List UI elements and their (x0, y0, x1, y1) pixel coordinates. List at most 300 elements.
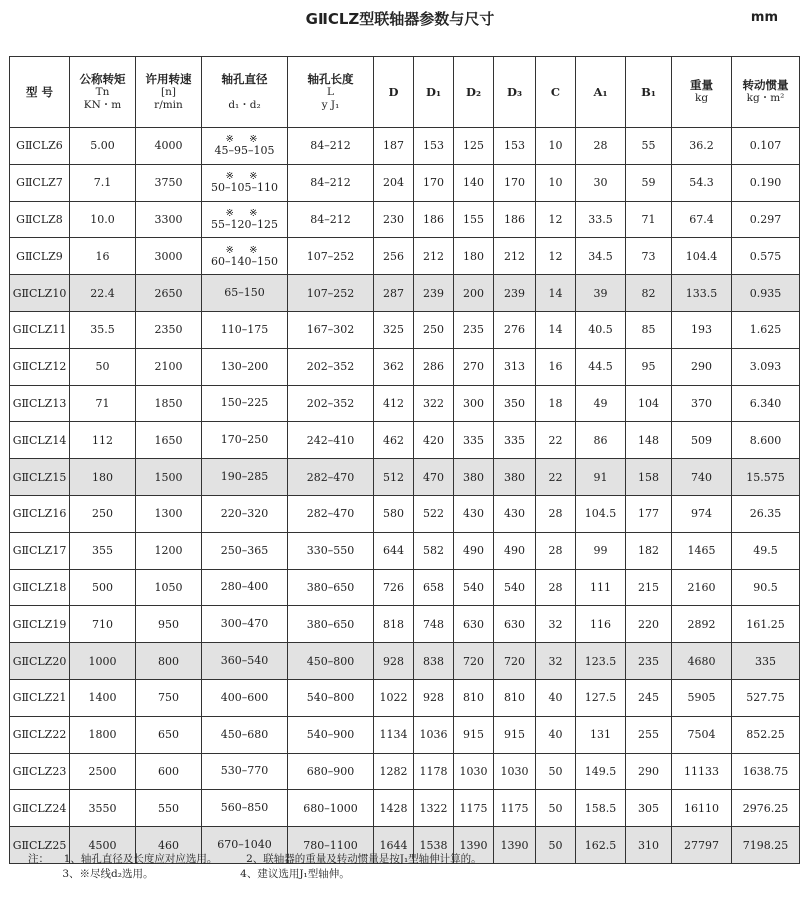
cell-A1: 33.5 (576, 201, 626, 238)
cell-D: 1022 (374, 679, 414, 716)
cell-D1: 928 (414, 679, 454, 716)
cell-inertia: 1.625 (732, 311, 800, 348)
bore-range: 65–150 (224, 286, 265, 300)
cell-torque: 5.00 (70, 128, 136, 165)
cell-A1: 44.5 (576, 348, 626, 385)
cell-A1: 116 (576, 606, 626, 643)
asterisk-mark: ※ ※ (225, 244, 264, 256)
bore-range: 55–120–125 (211, 217, 278, 231)
cell-C: 22 (536, 422, 576, 459)
table-row (10, 201, 800, 238)
footnote-4: 4、建议选用J₁型轴伸。 (240, 868, 350, 880)
header-bore-dia-line (202, 86, 287, 99)
footnote-2: 2、联轴器的重量及转动惯量是按J₁型轴伸计算的。 (246, 853, 482, 865)
table-row (10, 459, 800, 496)
cell-model: GⅡCLZ7 (10, 164, 70, 201)
cell-B1: 73 (626, 238, 672, 275)
cell-C: 50 (536, 790, 576, 827)
cell-D2: 140 (454, 164, 494, 201)
cell-D3: 276 (494, 311, 536, 348)
cell-model: GⅡCLZ17 (10, 532, 70, 569)
cell-D2: 630 (454, 606, 494, 643)
cell-D: 818 (374, 606, 414, 643)
cell-C: 50 (536, 753, 576, 790)
cell-A1: 111 (576, 569, 626, 606)
cell-C: 32 (536, 606, 576, 643)
cell-C: 14 (536, 275, 576, 312)
cell-model: GⅡCLZ16 (10, 495, 70, 532)
cell-A1: 104.5 (576, 495, 626, 532)
cell-A1: 158.5 (576, 790, 626, 827)
cell-D: 204 (374, 164, 414, 201)
cell-model: GⅡCLZ15 (10, 459, 70, 496)
cell-D3: 430 (494, 495, 536, 532)
cell-weight: 54.3 (672, 164, 732, 201)
cell-inertia: 49.5 (732, 532, 800, 569)
cell-C: 40 (536, 679, 576, 716)
cell-D3: 1175 (494, 790, 536, 827)
cell-D: 325 (374, 311, 414, 348)
header-D-line: D (388, 84, 399, 99)
cell-A1: 28 (576, 128, 626, 165)
header-model-line: 型 号 (25, 84, 53, 99)
cell-torque: 112 (70, 422, 136, 459)
cell-inertia: 0.297 (732, 201, 800, 238)
cell-D: 1644 (374, 827, 414, 864)
cell-inertia: 26.35 (732, 495, 800, 532)
cell-model: GⅡCLZ14 (10, 422, 70, 459)
cell-B1: 290 (626, 753, 672, 790)
asterisk-mark: ※ ※ (225, 207, 264, 219)
table-row (10, 606, 800, 643)
cell-speed: 3750 (136, 164, 202, 201)
cell-B1: 220 (626, 606, 672, 643)
asterisk-mark: ※ ※ (225, 171, 264, 183)
bore-range: 60–140–150 (211, 254, 278, 268)
cell-D1: 153 (414, 128, 454, 165)
cell-bore-dia (202, 569, 288, 606)
cell-weight: 740 (672, 459, 732, 496)
cell-C: 12 (536, 201, 576, 238)
table-row (10, 753, 800, 790)
cell-D2: 200 (454, 275, 494, 312)
cell-C: 28 (536, 495, 576, 532)
bore-range: 400–600 (220, 690, 269, 704)
cell-C: 28 (536, 532, 576, 569)
cell-torque: 10.0 (70, 201, 136, 238)
header-B1-line: B₁ (641, 84, 656, 99)
cell-D3: 186 (494, 201, 536, 238)
cell-torque: 50 (70, 348, 136, 385)
cell-C: 10 (536, 164, 576, 201)
cell-torque: 22.4 (70, 275, 136, 312)
cell-speed: 1050 (136, 569, 202, 606)
cell-C: 14 (536, 311, 576, 348)
cell-bore-dia (202, 716, 288, 753)
cell-model: GⅡCLZ18 (10, 569, 70, 606)
table-row (10, 790, 800, 827)
cell-model: GⅡCLZ22 (10, 716, 70, 753)
bore-range: 170–250 (220, 433, 269, 447)
cell-B1: 71 (626, 201, 672, 238)
footnote-3: 3、※尽线d₂选用。 (62, 868, 154, 880)
cell-D3: 490 (494, 532, 536, 569)
cell-B1: 177 (626, 495, 672, 532)
bore-range: 530–770 (220, 764, 269, 778)
cell-speed: 2650 (136, 275, 202, 312)
cell-bore-dia (202, 164, 288, 201)
table-row (10, 532, 800, 569)
bore-range: 670–1040 (217, 838, 272, 852)
cell-D2: 300 (454, 385, 494, 422)
cell-bore-len: 330–550 (288, 532, 374, 569)
bore-range: 220–320 (220, 506, 269, 520)
cell-torque: 710 (70, 606, 136, 643)
cell-D: 580 (374, 495, 414, 532)
cell-torque: 500 (70, 569, 136, 606)
cell-D3: 915 (494, 716, 536, 753)
cell-D2: 180 (454, 238, 494, 275)
cell-D1: 838 (414, 643, 454, 680)
cell-bore-len: 202–352 (288, 348, 374, 385)
header-A1-line: A₁ (593, 84, 608, 99)
cell-D3: 1390 (494, 827, 536, 864)
cell-speed: 1850 (136, 385, 202, 422)
cell-B1: 310 (626, 827, 672, 864)
cell-B1: 158 (626, 459, 672, 496)
header-D2-line: D₂ (465, 84, 481, 99)
header-inertia (732, 57, 800, 128)
header-D3 (494, 57, 536, 128)
cell-B1: 235 (626, 643, 672, 680)
cell-bore-dia (202, 128, 288, 165)
cell-weight: 4680 (672, 643, 732, 680)
cell-speed: 1300 (136, 495, 202, 532)
cell-D: 287 (374, 275, 414, 312)
cell-bore-dia (202, 532, 288, 569)
cell-D1: 582 (414, 532, 454, 569)
cell-D: 412 (374, 385, 414, 422)
cell-torque: 16 (70, 238, 136, 275)
header-torque-line: Tn (95, 85, 110, 98)
header-D2 (454, 57, 494, 128)
header-weight (672, 57, 732, 128)
cell-D: 726 (374, 569, 414, 606)
header-bore-dia-line: d₁・d₂ (228, 98, 261, 111)
bore-range: 150–225 (220, 396, 269, 410)
cell-D1: 420 (414, 422, 454, 459)
cell-bore-len: 282–470 (288, 495, 374, 532)
cell-bore-len: 84–212 (288, 128, 374, 165)
cell-bore-len: 107–252 (288, 275, 374, 312)
table-row (10, 128, 800, 165)
cell-D3: 380 (494, 459, 536, 496)
cell-D1: 250 (414, 311, 454, 348)
cell-bore-dia (202, 311, 288, 348)
cell-bore-len: 680–900 (288, 753, 374, 790)
cell-D: 1134 (374, 716, 414, 753)
cell-inertia: 0.107 (732, 128, 800, 165)
cell-bore-len: 282–470 (288, 459, 374, 496)
cell-torque: 1400 (70, 679, 136, 716)
cell-D1: 470 (414, 459, 454, 496)
cell-D2: 810 (454, 679, 494, 716)
cell-B1: 148 (626, 422, 672, 459)
cell-inertia: 90.5 (732, 569, 800, 606)
header-bore-dia (202, 57, 288, 128)
cell-inertia: 3.093 (732, 348, 800, 385)
cell-D: 462 (374, 422, 414, 459)
cell-bore-len: 380–650 (288, 606, 374, 643)
cell-weight: 5905 (672, 679, 732, 716)
cell-bore-len: 242–410 (288, 422, 374, 459)
cell-B1: 95 (626, 348, 672, 385)
cell-model: GⅡCLZ11 (10, 311, 70, 348)
cell-C: 22 (536, 459, 576, 496)
table-row (10, 348, 800, 385)
header-inertia-line: 转动惯量 (742, 78, 789, 92)
cell-torque: 1800 (70, 716, 136, 753)
cell-B1: 59 (626, 164, 672, 201)
cell-inertia: 8.600 (732, 422, 800, 459)
cell-A1: 86 (576, 422, 626, 459)
cell-inertia: 1638.75 (732, 753, 800, 790)
cell-speed: 460 (136, 827, 202, 864)
header-speed-line: r/min (154, 98, 183, 111)
cell-weight: 16110 (672, 790, 732, 827)
cell-B1: 215 (626, 569, 672, 606)
cell-D2: 490 (454, 532, 494, 569)
cell-model: GⅡCLZ8 (10, 201, 70, 238)
cell-inertia: 2976.25 (732, 790, 800, 827)
cell-C: 10 (536, 128, 576, 165)
header-C (536, 57, 576, 128)
title-bar (0, 8, 800, 32)
header-C-line: C (550, 84, 561, 99)
cell-D: 1282 (374, 753, 414, 790)
cell-weight: 11133 (672, 753, 732, 790)
cell-D2: 540 (454, 569, 494, 606)
cell-inertia: 0.935 (732, 275, 800, 312)
cell-D2: 430 (454, 495, 494, 532)
cell-D2: 720 (454, 643, 494, 680)
cell-model: GⅡCLZ23 (10, 753, 70, 790)
cell-weight: 509 (672, 422, 732, 459)
cell-inertia: 0.575 (732, 238, 800, 275)
table-row (10, 679, 800, 716)
cell-speed: 650 (136, 716, 202, 753)
cell-D: 928 (374, 643, 414, 680)
header-bore-len-line: y J₁ (321, 98, 340, 111)
header-B1 (626, 57, 672, 128)
cell-B1: 85 (626, 311, 672, 348)
cell-weight: 1465 (672, 532, 732, 569)
cell-A1: 39 (576, 275, 626, 312)
table-body (10, 128, 800, 864)
cell-A1: 123.5 (576, 643, 626, 680)
cell-weight: 36.2 (672, 128, 732, 165)
cell-D1: 239 (414, 275, 454, 312)
cell-model: GⅡCLZ25 (10, 827, 70, 864)
cell-D2: 915 (454, 716, 494, 753)
cell-D1: 170 (414, 164, 454, 201)
bore-range: 130–200 (220, 359, 269, 373)
cell-D3: 153 (494, 128, 536, 165)
cell-bore-dia (202, 422, 288, 459)
table-row (10, 164, 800, 201)
cell-bore-len: 540–900 (288, 716, 374, 753)
cell-torque: 1000 (70, 643, 136, 680)
cell-inertia: 0.190 (732, 164, 800, 201)
cell-bore-len: 167–302 (288, 311, 374, 348)
bore-range: 450–680 (220, 727, 269, 741)
cell-A1: 49 (576, 385, 626, 422)
bore-range: 360–540 (220, 654, 269, 668)
cell-inertia: 161.25 (732, 606, 800, 643)
cell-D1: 212 (414, 238, 454, 275)
cell-model: GⅡCLZ12 (10, 348, 70, 385)
cell-D2: 155 (454, 201, 494, 238)
bore-range: 280–400 (220, 580, 269, 594)
footnotes (28, 852, 482, 882)
table-header-row (10, 57, 800, 128)
cell-speed: 950 (136, 606, 202, 643)
cell-bore-len: 380–650 (288, 569, 374, 606)
cell-bore-dia (202, 348, 288, 385)
cell-bore-len: 540–800 (288, 679, 374, 716)
footnote-prefix: 注： (28, 853, 49, 865)
cell-speed: 4000 (136, 128, 202, 165)
cell-D1: 322 (414, 385, 454, 422)
cell-D3: 212 (494, 238, 536, 275)
footnote-1: 1、轴孔直径及长度应对应选用。 (63, 853, 218, 865)
cell-D1: 286 (414, 348, 454, 385)
cell-bore-len: 202–352 (288, 385, 374, 422)
cell-C: 18 (536, 385, 576, 422)
cell-bore-dia (202, 495, 288, 532)
bore-range: 45–95–105 (214, 144, 275, 158)
cell-bore-dia (202, 275, 288, 312)
cell-model: GⅡCLZ19 (10, 606, 70, 643)
cell-bore-dia (202, 643, 288, 680)
table-row (10, 422, 800, 459)
bore-range: 50–105–110 (211, 181, 278, 195)
cell-torque: 4500 (70, 827, 136, 864)
cell-C: 50 (536, 827, 576, 864)
header-D1 (414, 57, 454, 128)
cell-D2: 270 (454, 348, 494, 385)
cell-C: 12 (536, 238, 576, 275)
cell-B1: 305 (626, 790, 672, 827)
header-torque (70, 57, 136, 128)
cell-bore-dia (202, 679, 288, 716)
table-row (10, 275, 800, 312)
header-speed (136, 57, 202, 128)
cell-B1: 255 (626, 716, 672, 753)
cell-inertia: 7198.25 (732, 827, 800, 864)
cell-C: 40 (536, 716, 576, 753)
cell-C: 28 (536, 569, 576, 606)
cell-D: 187 (374, 128, 414, 165)
footnote-line-2 (28, 867, 482, 882)
cell-A1: 91 (576, 459, 626, 496)
cell-D1: 186 (414, 201, 454, 238)
cell-C: 32 (536, 643, 576, 680)
cell-bore-len: 680–1000 (288, 790, 374, 827)
cell-speed: 1650 (136, 422, 202, 459)
header-torque-line: 公称转矩 (79, 71, 126, 86)
cell-weight: 7504 (672, 716, 732, 753)
asterisk-mark: ※ ※ (225, 134, 264, 146)
cell-bore-dia (202, 459, 288, 496)
cell-speed: 2100 (136, 348, 202, 385)
cell-bore-len: 780–1100 (288, 827, 374, 864)
table-row (10, 716, 800, 753)
cell-D1: 748 (414, 606, 454, 643)
cell-bore-dia (202, 238, 288, 275)
cell-speed: 2350 (136, 311, 202, 348)
footnote-line-1 (28, 852, 482, 867)
cell-D: 644 (374, 532, 414, 569)
cell-D3: 239 (494, 275, 536, 312)
cell-torque: 250 (70, 495, 136, 532)
cell-D: 256 (374, 238, 414, 275)
cell-bore-len: 450–800 (288, 643, 374, 680)
bore-range: 300–470 (220, 617, 269, 631)
cell-bore-len: 107–252 (288, 238, 374, 275)
cell-D3: 630 (494, 606, 536, 643)
header-A1 (576, 57, 626, 128)
cell-D3: 810 (494, 679, 536, 716)
cell-D2: 1390 (454, 827, 494, 864)
cell-B1: 55 (626, 128, 672, 165)
header-D (374, 57, 414, 128)
header-speed-line: [n] (161, 85, 176, 98)
cell-speed: 3300 (136, 201, 202, 238)
cell-D3: 540 (494, 569, 536, 606)
cell-D3: 1030 (494, 753, 536, 790)
cell-D1: 1538 (414, 827, 454, 864)
cell-model: GⅡCLZ13 (10, 385, 70, 422)
unit-label: mm (750, 10, 778, 25)
cell-weight: 104.4 (672, 238, 732, 275)
cell-A1: 162.5 (576, 827, 626, 864)
table-row (10, 238, 800, 275)
cell-D: 512 (374, 459, 414, 496)
cell-torque: 71 (70, 385, 136, 422)
cell-D3: 350 (494, 385, 536, 422)
coupling-spec-table (9, 56, 800, 864)
cell-bore-len: 84–212 (288, 201, 374, 238)
cell-bore-dia (202, 201, 288, 238)
cell-model: GⅡCLZ20 (10, 643, 70, 680)
cell-D2: 125 (454, 128, 494, 165)
cell-B1: 245 (626, 679, 672, 716)
header-bore-dia-line: 轴孔直径 (221, 71, 268, 86)
cell-bore-dia (202, 606, 288, 643)
cell-A1: 127.5 (576, 679, 626, 716)
cell-speed: 800 (136, 643, 202, 680)
cell-bore-dia (202, 790, 288, 827)
cell-D: 1428 (374, 790, 414, 827)
cell-D3: 170 (494, 164, 536, 201)
table-row (10, 311, 800, 348)
cell-inertia: 527.75 (732, 679, 800, 716)
cell-B1: 104 (626, 385, 672, 422)
cell-D2: 1175 (454, 790, 494, 827)
cell-bore-dia (202, 753, 288, 790)
cell-D2: 380 (454, 459, 494, 496)
